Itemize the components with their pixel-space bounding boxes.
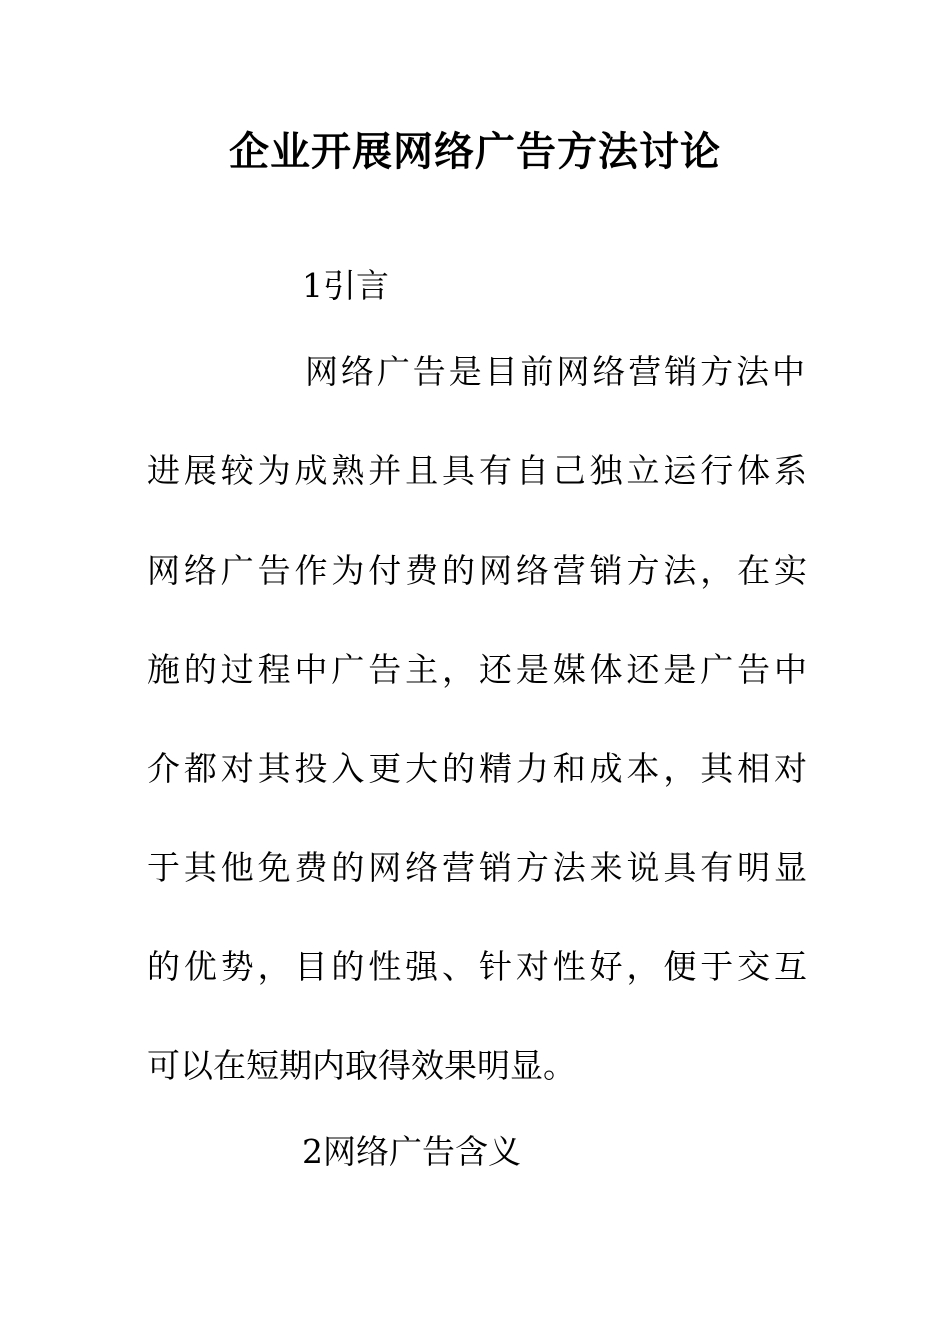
section-heading-introduction: 1引言 <box>302 266 389 305</box>
document-title: 企业开展网络广告方法讨论 <box>229 129 721 175</box>
paragraph-line: 的优势，目的性强、针对性好，便于交互 <box>147 947 807 986</box>
paragraph-line: 网络广告作为付费的网络营销方法，在实 <box>147 551 807 590</box>
paragraph-line: 网络广告是目前网络营销方法中 <box>305 352 805 391</box>
paragraph-line: 介都对其投入更大的精力和成本，其相对 <box>147 749 807 788</box>
paragraph-line: 进展较为成熟并且具有自己独立运行体系 <box>147 451 807 490</box>
section-heading-definition: 2网络广告含义 <box>302 1132 521 1171</box>
paragraph-line: 可以在短期内取得效果明显。 <box>147 1046 576 1085</box>
paragraph-line: 施的过程中广告主，还是媒体还是广告中 <box>147 650 807 689</box>
paragraph-line: 于其他免费的网络营销方法来说具有明显 <box>147 848 807 887</box>
